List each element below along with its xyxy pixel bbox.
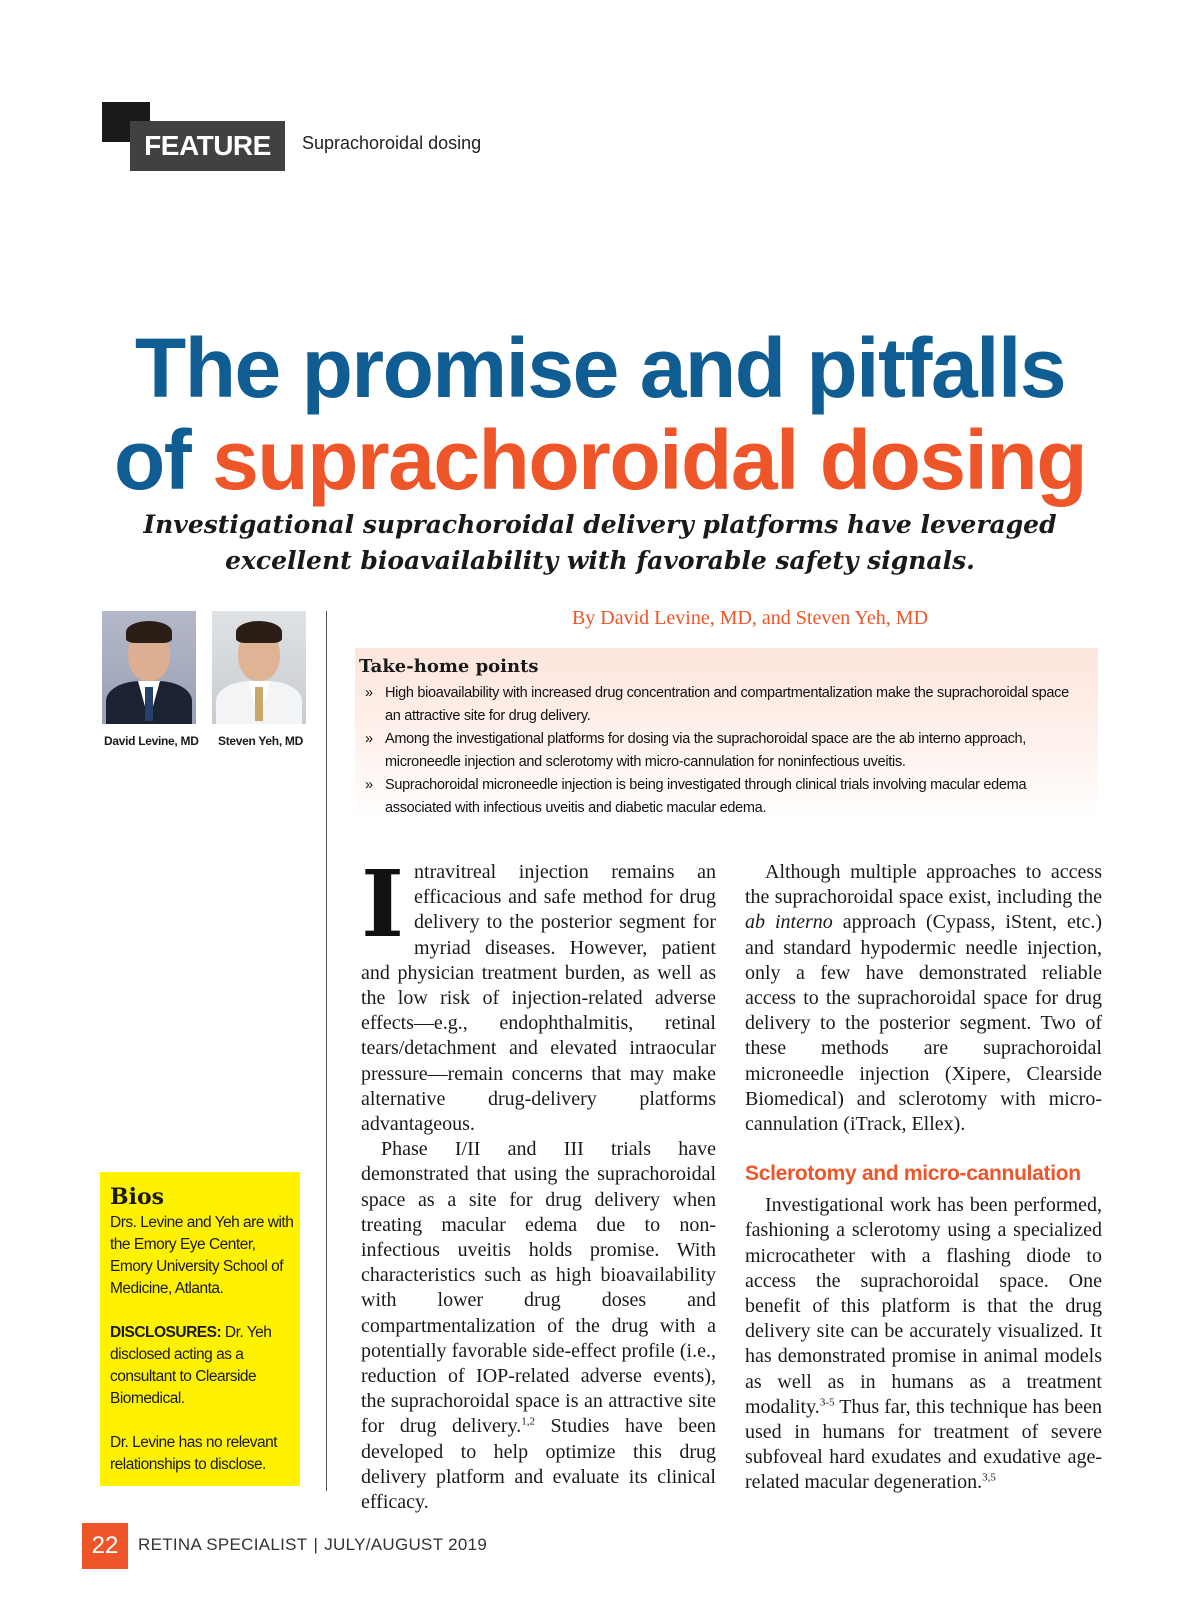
- takehome-box: [355, 648, 1098, 820]
- title-line-2-accent: suprachoroidal dosing: [212, 413, 1087, 507]
- disclosures-text: DISCLOSURES: Dr. Yeh disclosed acting as a consultant to Clearside Biomedical.: [110, 1324, 272, 1407]
- section-label: Suprachoroidal dosing: [302, 133, 482, 153]
- paragraph: Although multiple approaches to access the suprachoroidal space exist, including the ab interno approach (Cypass, iStent, etc.) and standard hypodermic needle injection, only a few have demonstrated reliable access to the suprachoroidal space for drug delivery to the posterior segment. Two of these methods are suprachoroidal microneedle injection (Xipere, Clearside Biomedical) and sclerotomy with micro-cannulation (iTrack, Ellex).: [745, 861, 1102, 1136]
- article-subtitle: Investigational suprachoroidal delivery platforms have leveraged excellent bioavailability with favorable safety signals.: [143, 510, 1057, 575]
- bios-heading: Bios: [110, 1184, 165, 1210]
- drop-cap: I: [361, 850, 405, 958]
- byline: By David Levine, MD, and Steven Yeh, MD: [571, 607, 929, 629]
- footer-publication: RETINA SPECIALIST | JULY/AUGUST 2019: [138, 1535, 488, 1554]
- title-line-2-prefix: of: [113, 413, 213, 507]
- list-item: » Suprachoroidal microneedle injection is being investigated through clinical trials involving macular edema associated with infectious uveitis and diabetic macular edema.: [365, 774, 1085, 820]
- title-line-1: The promise and pitfalls: [134, 321, 1066, 415]
- body-column-2: [745, 860, 1102, 1496]
- author-photo-levine: [102, 611, 196, 724]
- list-item: » Among the investigational platforms for dosing via the suprachoroidal space are the ab interno approach, microneedle injection and sclerotomy with micro-cannulation for noninfectious uveitis.: [365, 728, 1085, 774]
- reference-marker: 3,5: [982, 1471, 996, 1484]
- footer-separator: |: [313, 1535, 319, 1554]
- column-divider: [326, 611, 327, 1491]
- list-item: » High bioavailability with increased drug concentration and compartmentalization make the suprachoroidal space an attractive site for drug delivery.: [365, 682, 1085, 728]
- section-heading: Sclerotomy and micro-cannulation: [745, 1162, 1081, 1186]
- paragraph: Phase I/II and III trials have demonstrated that using the suprachoroidal space as a site for drug delivery when treating macular edema due to non-infectious uveitis holds promise. With characteristics such as high bioavailability with lower drug doses and compartmentalization of the drug with a potentially favorable side-effect profile (i.e., reduction of IOP-related adverse events), the suprachoroidal space is an attractive site for drug delivery.$^{1,2}$ Studies have been developed to help optimize this drug delivery platform and evaluate its clinical efficacy.: [361, 1138, 716, 1514]
- takehome-heading: Take-home points: [359, 656, 539, 677]
- author-caption: Steven Yeh, MD: [218, 734, 303, 748]
- bullet-icon: »: [365, 685, 373, 701]
- feature-tag: FEATURE: [130, 121, 285, 171]
- author-caption: David Levine, MD: [104, 734, 199, 748]
- page-number: 22: [82, 1523, 128, 1569]
- bullet-icon: »: [365, 777, 373, 793]
- reference-marker: 1,2: [521, 1415, 536, 1428]
- paragraph: Intravitreal injection remains an efficacious and safe method for drug delivery to the posterior segment for myriad diseases. However, patient and physician treatment burden, as well as the low risk of injection-related adverse effects—e.g., endophthalmitis, retinal tears/detachment and elevated intraocular pressure—remain concerns that may make alternative drug-delivery platforms advantageous.: [361, 850, 716, 1136]
- reference-marker: 3-5: [819, 1396, 835, 1409]
- article-title: [0, 322, 1200, 506]
- body-column-1: [361, 850, 716, 1515]
- bios-text: Drs. Levine and Yeh are with the Emory Eye Center, Emory University School of Medicine, Atlanta.: [110, 1214, 294, 1297]
- bios-box: [100, 1172, 300, 1486]
- disclosures-text-2: Dr. Levine has no relevant relationships to disclose.: [110, 1434, 278, 1473]
- bullet-icon: »: [365, 731, 373, 747]
- disclosures-label: DISCLOSURES:: [110, 1324, 222, 1341]
- takehome-list: [365, 682, 1085, 820]
- paragraph: Investigational work has been performed, fashioning a sclerotomy using a specialized microcatheter with a flashing diode to access the suprachoroidal space. One benefit of this platform is that the drug delivery site can be accurately visualized. It has demonstrated promise in animal models as well as in humans as a treatment modality.$^{3-5}$ Thus far, this technique has been used in humans for treatment of severe subfoveal hard exudates and exudative age-related macular degeneration.$^{3,5}$: [745, 1194, 1102, 1494]
- author-photo-yeh: [212, 611, 306, 724]
